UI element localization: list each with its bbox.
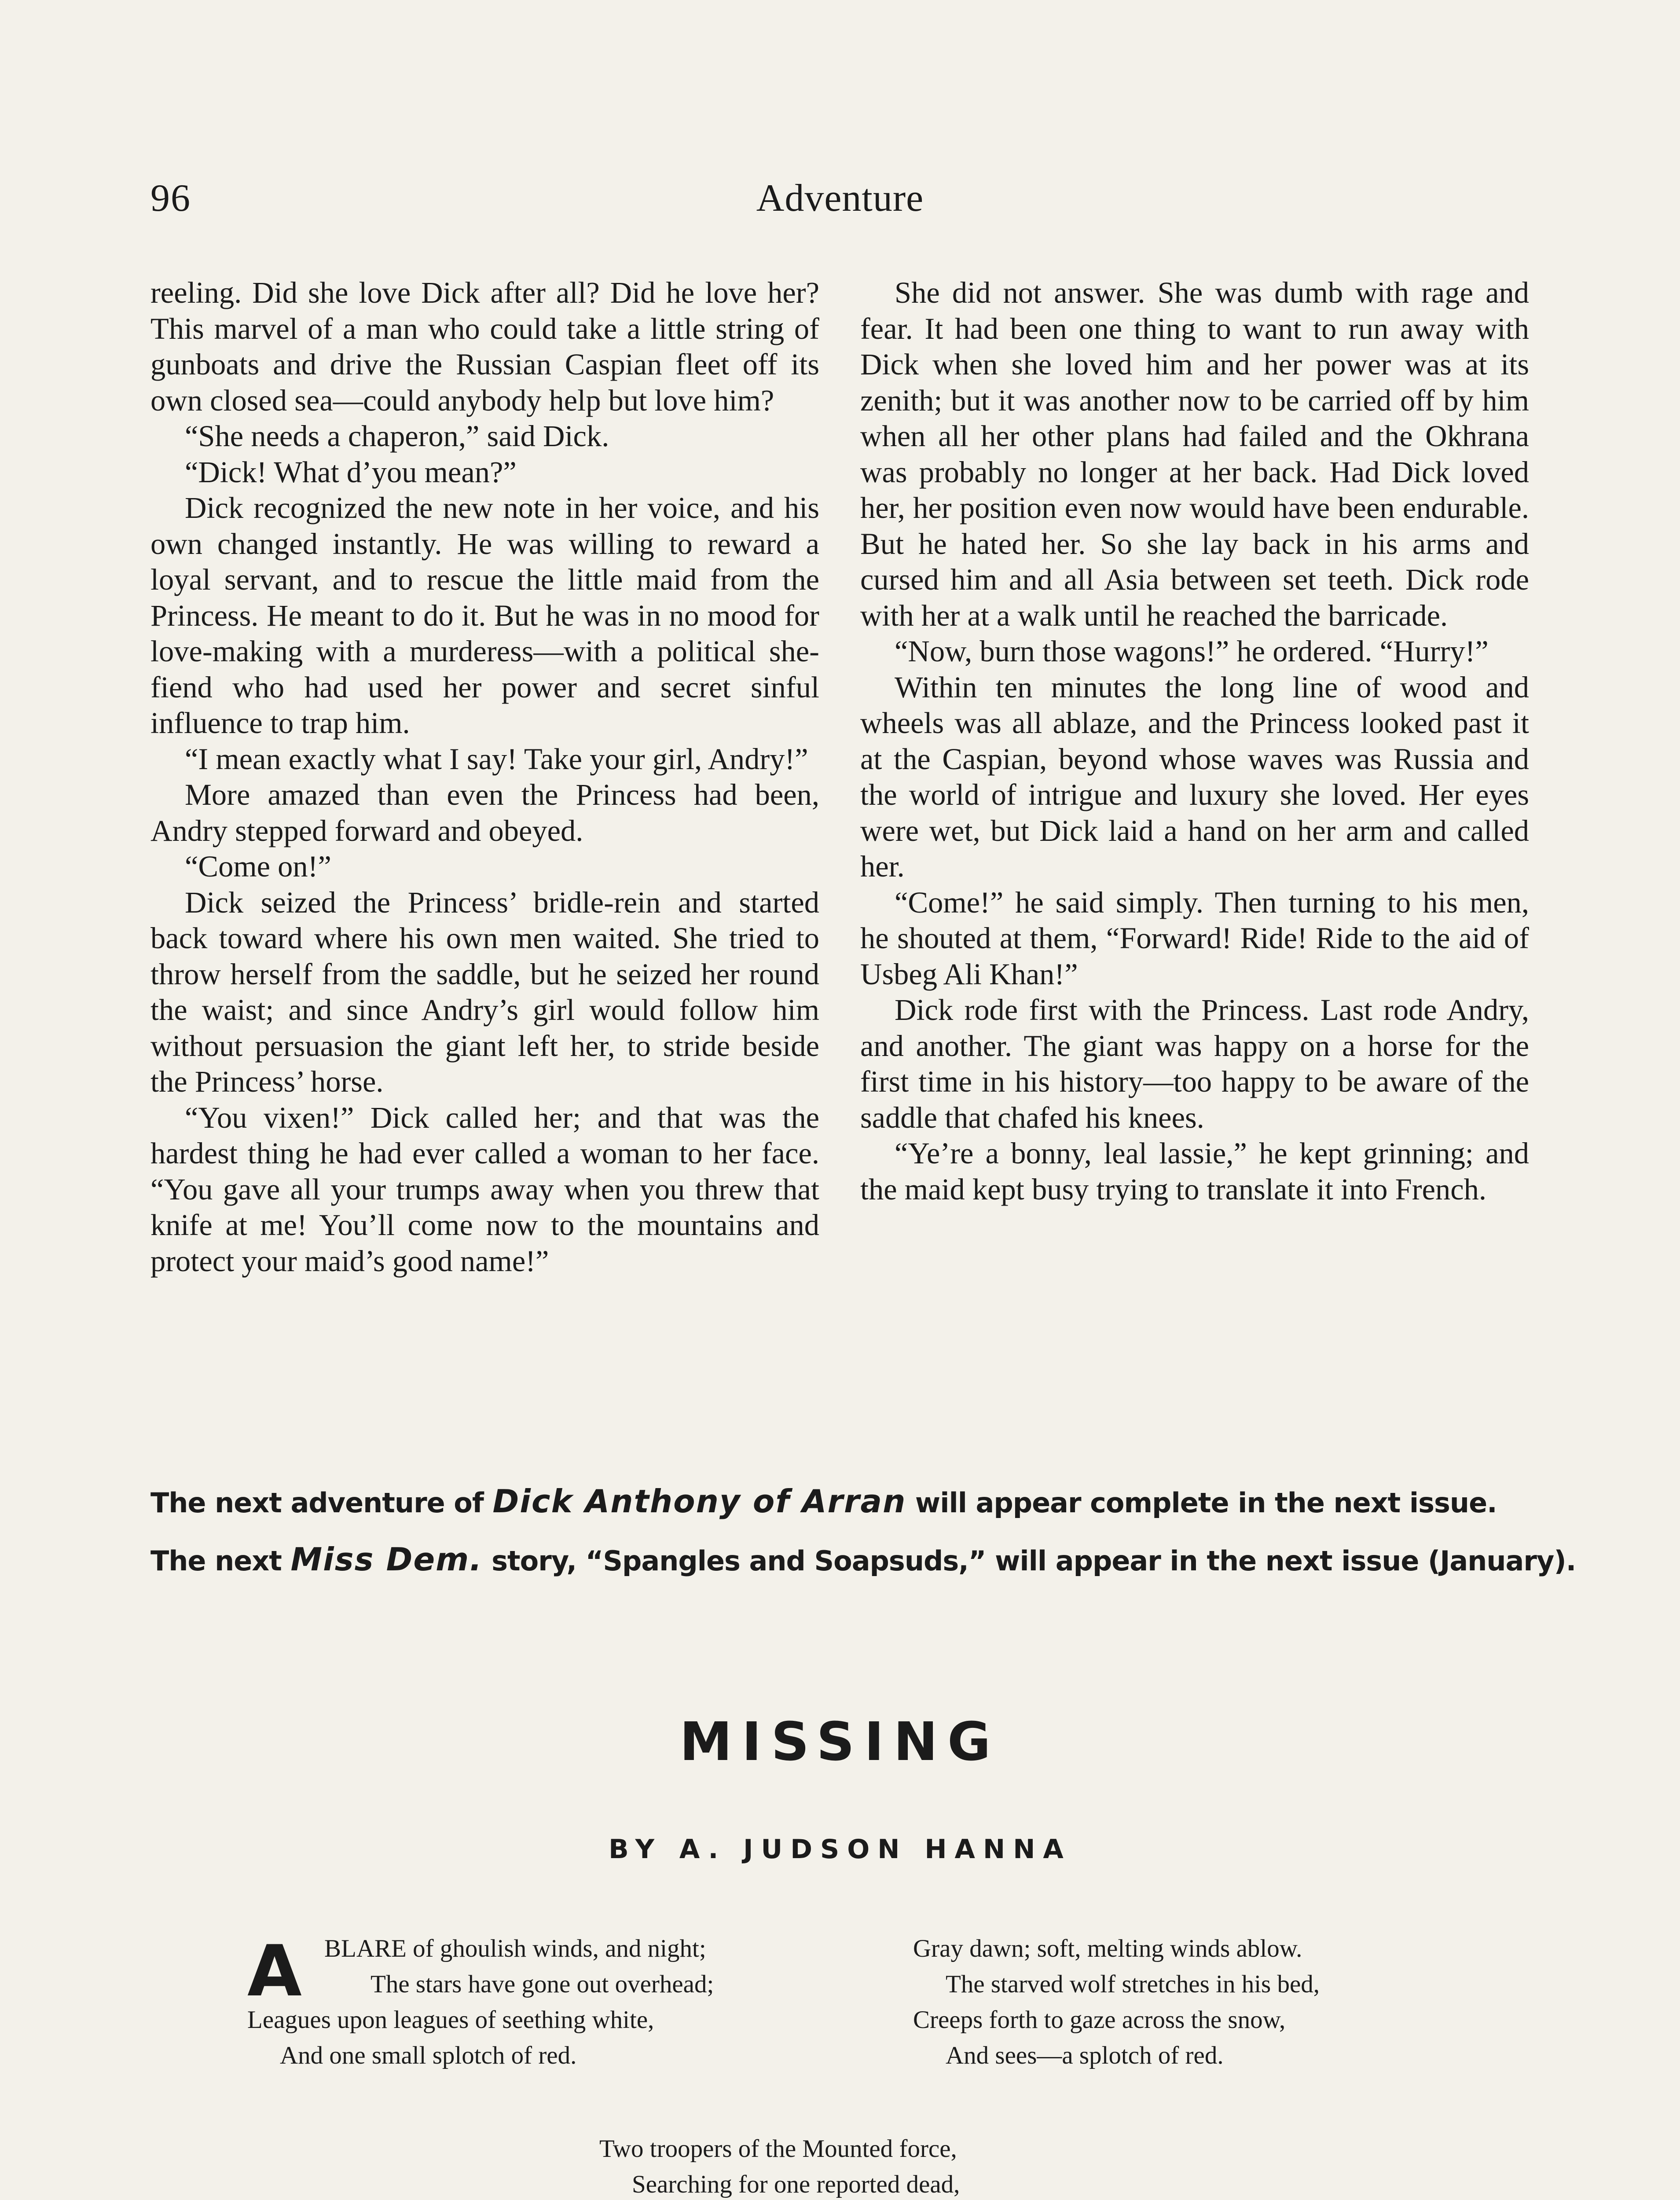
paragraph: “Come!” he said simply. Then turning to his men, he shouted at them, “Forward! Ride! Ride to the aid of Usbeg Ali Khan!”: [860, 885, 1529, 991]
poem-line: Two troopers of the Mounted force,: [599, 2135, 957, 2163]
paragraph: Dick seized the Princess’ bridle-rein and started back toward where his own men waited. She tried to throw herself from the saddle, but he seized her round the waist; and since Andry’s girl would follow him without persuasion the giant left her, to stride beside the Princess’ horse.: [150, 885, 819, 1098]
poem-stanza: [913, 1931, 1320, 2073]
announcement-text: story, “Spangles and Soapsuds,” will appear in the next issue (January).: [482, 1545, 1576, 1577]
poem-line: Leagues upon leagues of seething white,: [247, 2006, 654, 2034]
poem-line: Creeps forth to gaze across the snow,: [913, 2006, 1286, 2034]
paragraph: She did not answer. She was dumb with rage and fear. It had been one thing to want to run away with Dick when she loved him and her power was at its zenith; but it was another now to be carried off by him when all her other plans had failed and the Okhrana was probably no longer at her back. Had Dick loved her, her position even now would have been endurable. But he hated her. So she lay back in his arms and cursed him and all Asia between set teeth. Dick rode with her at a walk until he reached the barricade.: [860, 276, 1529, 632]
poem-line: BLARE of ghoulish winds, and night;: [324, 1935, 706, 1962]
poem-line: The starved wolf stretches in his bed,: [946, 1970, 1320, 1998]
left-column: [150, 275, 819, 1279]
story-title: Dick Anthony of Arran: [492, 1483, 906, 1520]
poem-stanza: [247, 1931, 714, 2073]
paragraph: Dick recognized the new note in her voice, and his own changed instantly. He was willing to reward a loyal servant, and to rescue the little maid from the Princess. He meant to do it. But he was in no mood for love-making with a murderess—with a political she-fiend who had used her power and secret sinful influence to trap him.: [150, 491, 819, 740]
page-number: 96: [150, 177, 191, 220]
poem-line: The stars have gone out overhead;: [370, 1970, 714, 1998]
paragraph: “Come on!”: [185, 850, 331, 883]
poem-line: And one small splotch of red.: [280, 2042, 577, 2069]
right-column: [860, 275, 1529, 1207]
poem-stanza: [599, 2131, 960, 2200]
poem-byline: BY A. JUDSON HANNA: [609, 1834, 1071, 1865]
story-title: Miss Dem.: [290, 1541, 483, 1578]
paragraph: Within ten minutes the long line of wood and wheels was all ablaze, and the Princess looked past it at the Caspian, beyond whose waves was Russia and the world of intrigue and luxury she loved. Her eyes were wet, but Dick laid a hand on her arm and called her.: [860, 670, 1529, 883]
poem-line: And sees—a splotch of red.: [946, 2042, 1224, 2069]
next-issue-announcement: [150, 1541, 1576, 1578]
announcement-text: The next adventure of: [150, 1487, 493, 1519]
paragraph: Dick rode first with the Princess. Last rode Andry, and another. The giant was happy on a horse for the first time in his history—too happy to be aware of the saddle that chafed his knees.: [860, 993, 1529, 1134]
poem-line: Gray dawn; soft, melting winds ablow.: [913, 1935, 1302, 1962]
paragraph: “Dick! What d’you mean?”: [185, 455, 517, 489]
paragraph: “Now, burn those wagons!” he ordered. “Hurry!”: [895, 634, 1489, 668]
next-issue-announcement: [150, 1483, 1559, 1520]
drop-cap: A: [247, 1930, 302, 2012]
paragraph: “She needs a chaperon,” said Dick.: [185, 419, 609, 453]
announcement-text: will appear complete in the next issue.: [906, 1487, 1497, 1519]
paragraph: More amazed than even the Princess had been, Andry stepped forward and obeyed.: [150, 778, 819, 847]
paragraph: “Ye’re a bonny, leal lassie,” he kept grinning; and the maid kept busy trying to translate it into French.: [860, 1137, 1529, 1206]
poem-line: Searching for one reported dead,: [632, 2171, 960, 2198]
paragraph: “I mean exactly what I say! Take your girl, Andry!”: [185, 742, 808, 776]
poem-title: MISSING: [679, 1712, 1001, 1773]
announcement-text: The next: [150, 1545, 291, 1577]
paragraph: “You vixen!” Dick called her; and that was the hardest thing he had ever called a woman to her face. “You gave all your trumps away when you threw that knife at me! You’ll come now to the mountains and protect your maid’s good name!”: [150, 1100, 819, 1278]
running-head: Adventure: [756, 177, 924, 220]
paragraph: reeling. Did she love Dick after all? Did he love her? This marvel of a man who could take a little string of gunboats and drive the Russian Caspian fleet off its own closed sea—could anybody help but love him?: [150, 276, 819, 417]
